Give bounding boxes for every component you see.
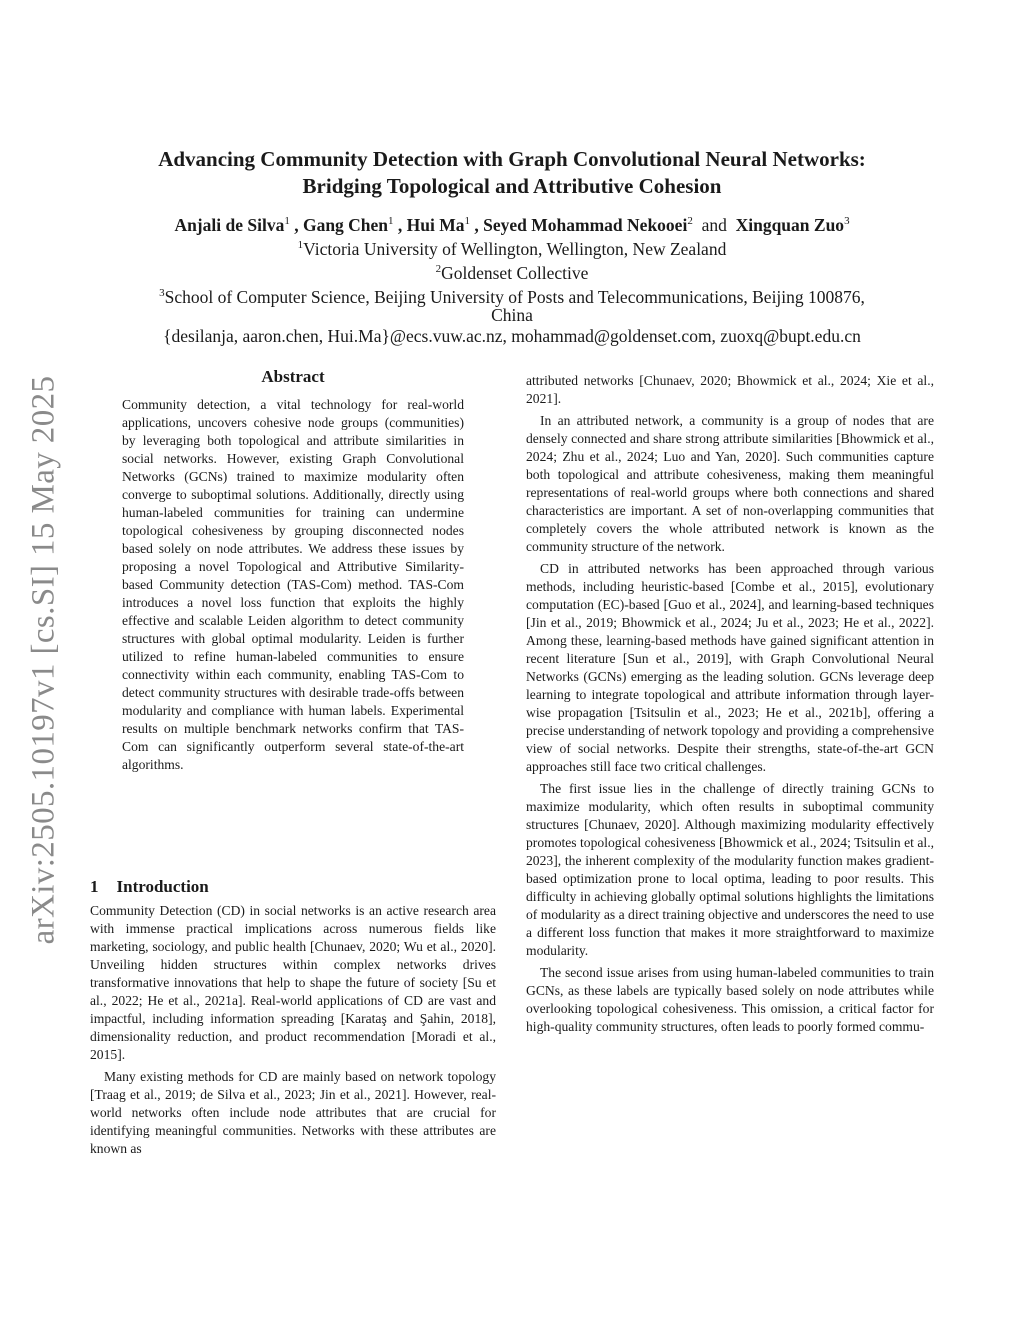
abstract-heading: Abstract <box>261 367 325 386</box>
author-name: Hui Ma <box>406 214 465 235</box>
author-name: Seyed Mohammad Nekooei <box>483 214 688 235</box>
abstract-block <box>122 368 464 778</box>
paragraph: The first issue lies in the challenge of directly training GCNs to maximize modularity, which often results in suboptimal community structures [Chunaev, 2020]. Although maximizing modularity effectively promotes topological cohesiveness [Bhowmick et al., 2024; Tsitsulin et al., 2023], the inherent complexity of the modularity function makes gradient-based optimization prone to local optima, leading to poor results. This difficulty in achieving globally optimal solutions highlights the limitations of modularity as a direct training objective and underscores the need to use a different loss function that makes it more straightforward to maximize modularity. <box>526 781 934 958</box>
author-affiliation-marker: 1 <box>388 215 394 227</box>
author-affiliation-marker: 1 <box>464 215 471 227</box>
paragraph: CD in attributed networks has been approached through various methods, including heuristic-based [Combe et al., 2015], evolutionary computation (EC)-based [Guo et al., 2024], and learning-based techniques [Jin et al., 2019; Bhowmick et al., 2024; Ju et al., 2023; He et al., 2022]. Among these, learning-based methods have gained significant attention in recent literature [Sun et al., 2019], with Graph Convolutional Neural Networks (GCNs) emerging as the leading solution. GCNs leverage deep learning to integrate topological and attribute information through layer-wise propagation [Tsitsulin et al., 2023; He et al., 2021b], offering a precise understanding of network topology and providing a comprehensive view of social networks. Despite their strengths, state-of-the-art GCN approaches still face two critical challenges. <box>526 561 934 774</box>
abstract-text: Community detection, a vital technology for real-world applications, uncovers cohesive node groups (communities) by leveraging both topological and attribute similarities in social networks. However, existing Graph Convolutional Networks (GCNs) trained to maximize modularity often converge to suboptimal solutions. Additionally, directly using human-labeled communities for training can undermine topological cohesiveness by grouping disconnected nodes based solely on node attributes. We address these issues by proposing a novel Topological and Attributive Similarity-based Community detection (TAS-Com) method. TAS-Com introduces a novel loss function that exploits the highly effective and scalable Leiden algorithm to detect community structures with global optimal modularity. Leiden is further utilized to refine human-labeled communities to ensure connectivity within each community, enabling TAS-Com to detect community structures with desirable trade-offs between modularity and compliance with human labels. Experimental results on multiple benchmark networks confirm that TAS-Com can significantly outperform several state-of-the-art algorithms. <box>122 397 464 772</box>
paragraph: Many existing methods for CD are mainly based on network topology [Traag et al., 2019; de Silva et al., 2023; Jin et al., 2021]. However, real-world networks often include node attributes that are crucial for identifying meaningful communities. Networks with these attributes are known as <box>90 1069 496 1156</box>
author-and: and <box>701 214 727 235</box>
author-separator: , <box>393 214 407 235</box>
section-title: Introduction <box>116 877 209 896</box>
arxiv-sidebar <box>18 360 70 960</box>
paragraph: In an attributed network, a community is a group of nodes that are densely connected and share strong attribute similarities [Bhowmick et al., 2024; Zhu et al., 2024; Luo and Yan, 2020]. Such communities capture both topological and attribute cohesiveness, making them meaningful representations of real-world groups where both connections and shared characteristics are important. A set of non-overlapping communities that completely covers the whole attributed network is known as the community structure of the network. <box>526 413 934 554</box>
affiliation-2 <box>0 258 1024 284</box>
affiliation-text: Goldenset Collective <box>441 262 589 283</box>
author-affiliation-marker: 3 <box>844 215 850 227</box>
title-line-1: Advancing Community Detection with Graph Convolutional Neural Networks: <box>158 147 866 171</box>
affiliation-text: China <box>491 305 533 325</box>
paragraph: Community Detection (CD) in social networks is an active research area with immense practical implications across numerous fields like marketing, sociology, and public health [Chunaev, 2020; Wu et al., 2020]. Unveiling hidden structures within complex networks drives transformative innovations that help to shape the future of society [Su et al., 2022; He et al., 2021a]. Real-world applications of CD are vast and impactful, including information spreading [Karataş and Şahin, 2018], dimensionality reduction, and product recommendation [Moradi et al., 2015]. <box>90 903 496 1062</box>
author-affiliation-marker: 1 <box>284 215 290 227</box>
author-name: Anjali de Silva <box>174 214 285 235</box>
title-line-2: Bridging Topological and Attributive Cohesion <box>302 174 722 198</box>
arxiv-identifier: arXiv:2505.10197v1 [cs.SI] 15 May 2025 <box>25 375 62 945</box>
affiliation-marker: 2 <box>435 263 442 275</box>
author-separator: , <box>470 214 484 235</box>
affiliation-text: Victoria University of Wellington, Wellington, New Zealand <box>303 238 727 259</box>
affiliation-3-continued <box>0 304 1024 326</box>
affiliation-marker: 3 <box>159 287 165 299</box>
author-list <box>0 210 1024 236</box>
author-name: Gang Chen <box>302 214 389 235</box>
section-number: 1 <box>90 877 99 896</box>
author-affiliation-marker: 2 <box>687 215 693 227</box>
affiliation-1 <box>0 234 1024 260</box>
introduction-section <box>90 858 496 1162</box>
paragraph: attributed networks [Chunaev, 2020; Bhowmick et al., 2024; Xie et al., 2021]. <box>526 373 934 406</box>
author-name: Xingquan Zuo <box>735 214 845 235</box>
section-heading <box>90 878 496 896</box>
author-separator: , <box>289 214 303 235</box>
right-column <box>526 372 934 1040</box>
paragraph: The second issue arises from using human-labeled communities to train GCNs, as these labels are typically based solely on node attributes while overlooking topological cohesiveness. This omission, a critical factor for high-quality community structures, often leads to poorly formed commu- <box>526 965 934 1034</box>
affiliation-marker: 1 <box>297 239 304 251</box>
author-emails: {desilanja, aaron.chen, Hui.Ma}@ecs.vuw.ac.nz, mohammad@goldenset.com, zuoxq@bupt.edu.cn <box>163 326 861 346</box>
affiliation-text: School of Computer Science, Beijing University of Posts and Telecommunications, Beijing 100876, <box>164 286 865 307</box>
paper-title <box>0 146 1024 200</box>
